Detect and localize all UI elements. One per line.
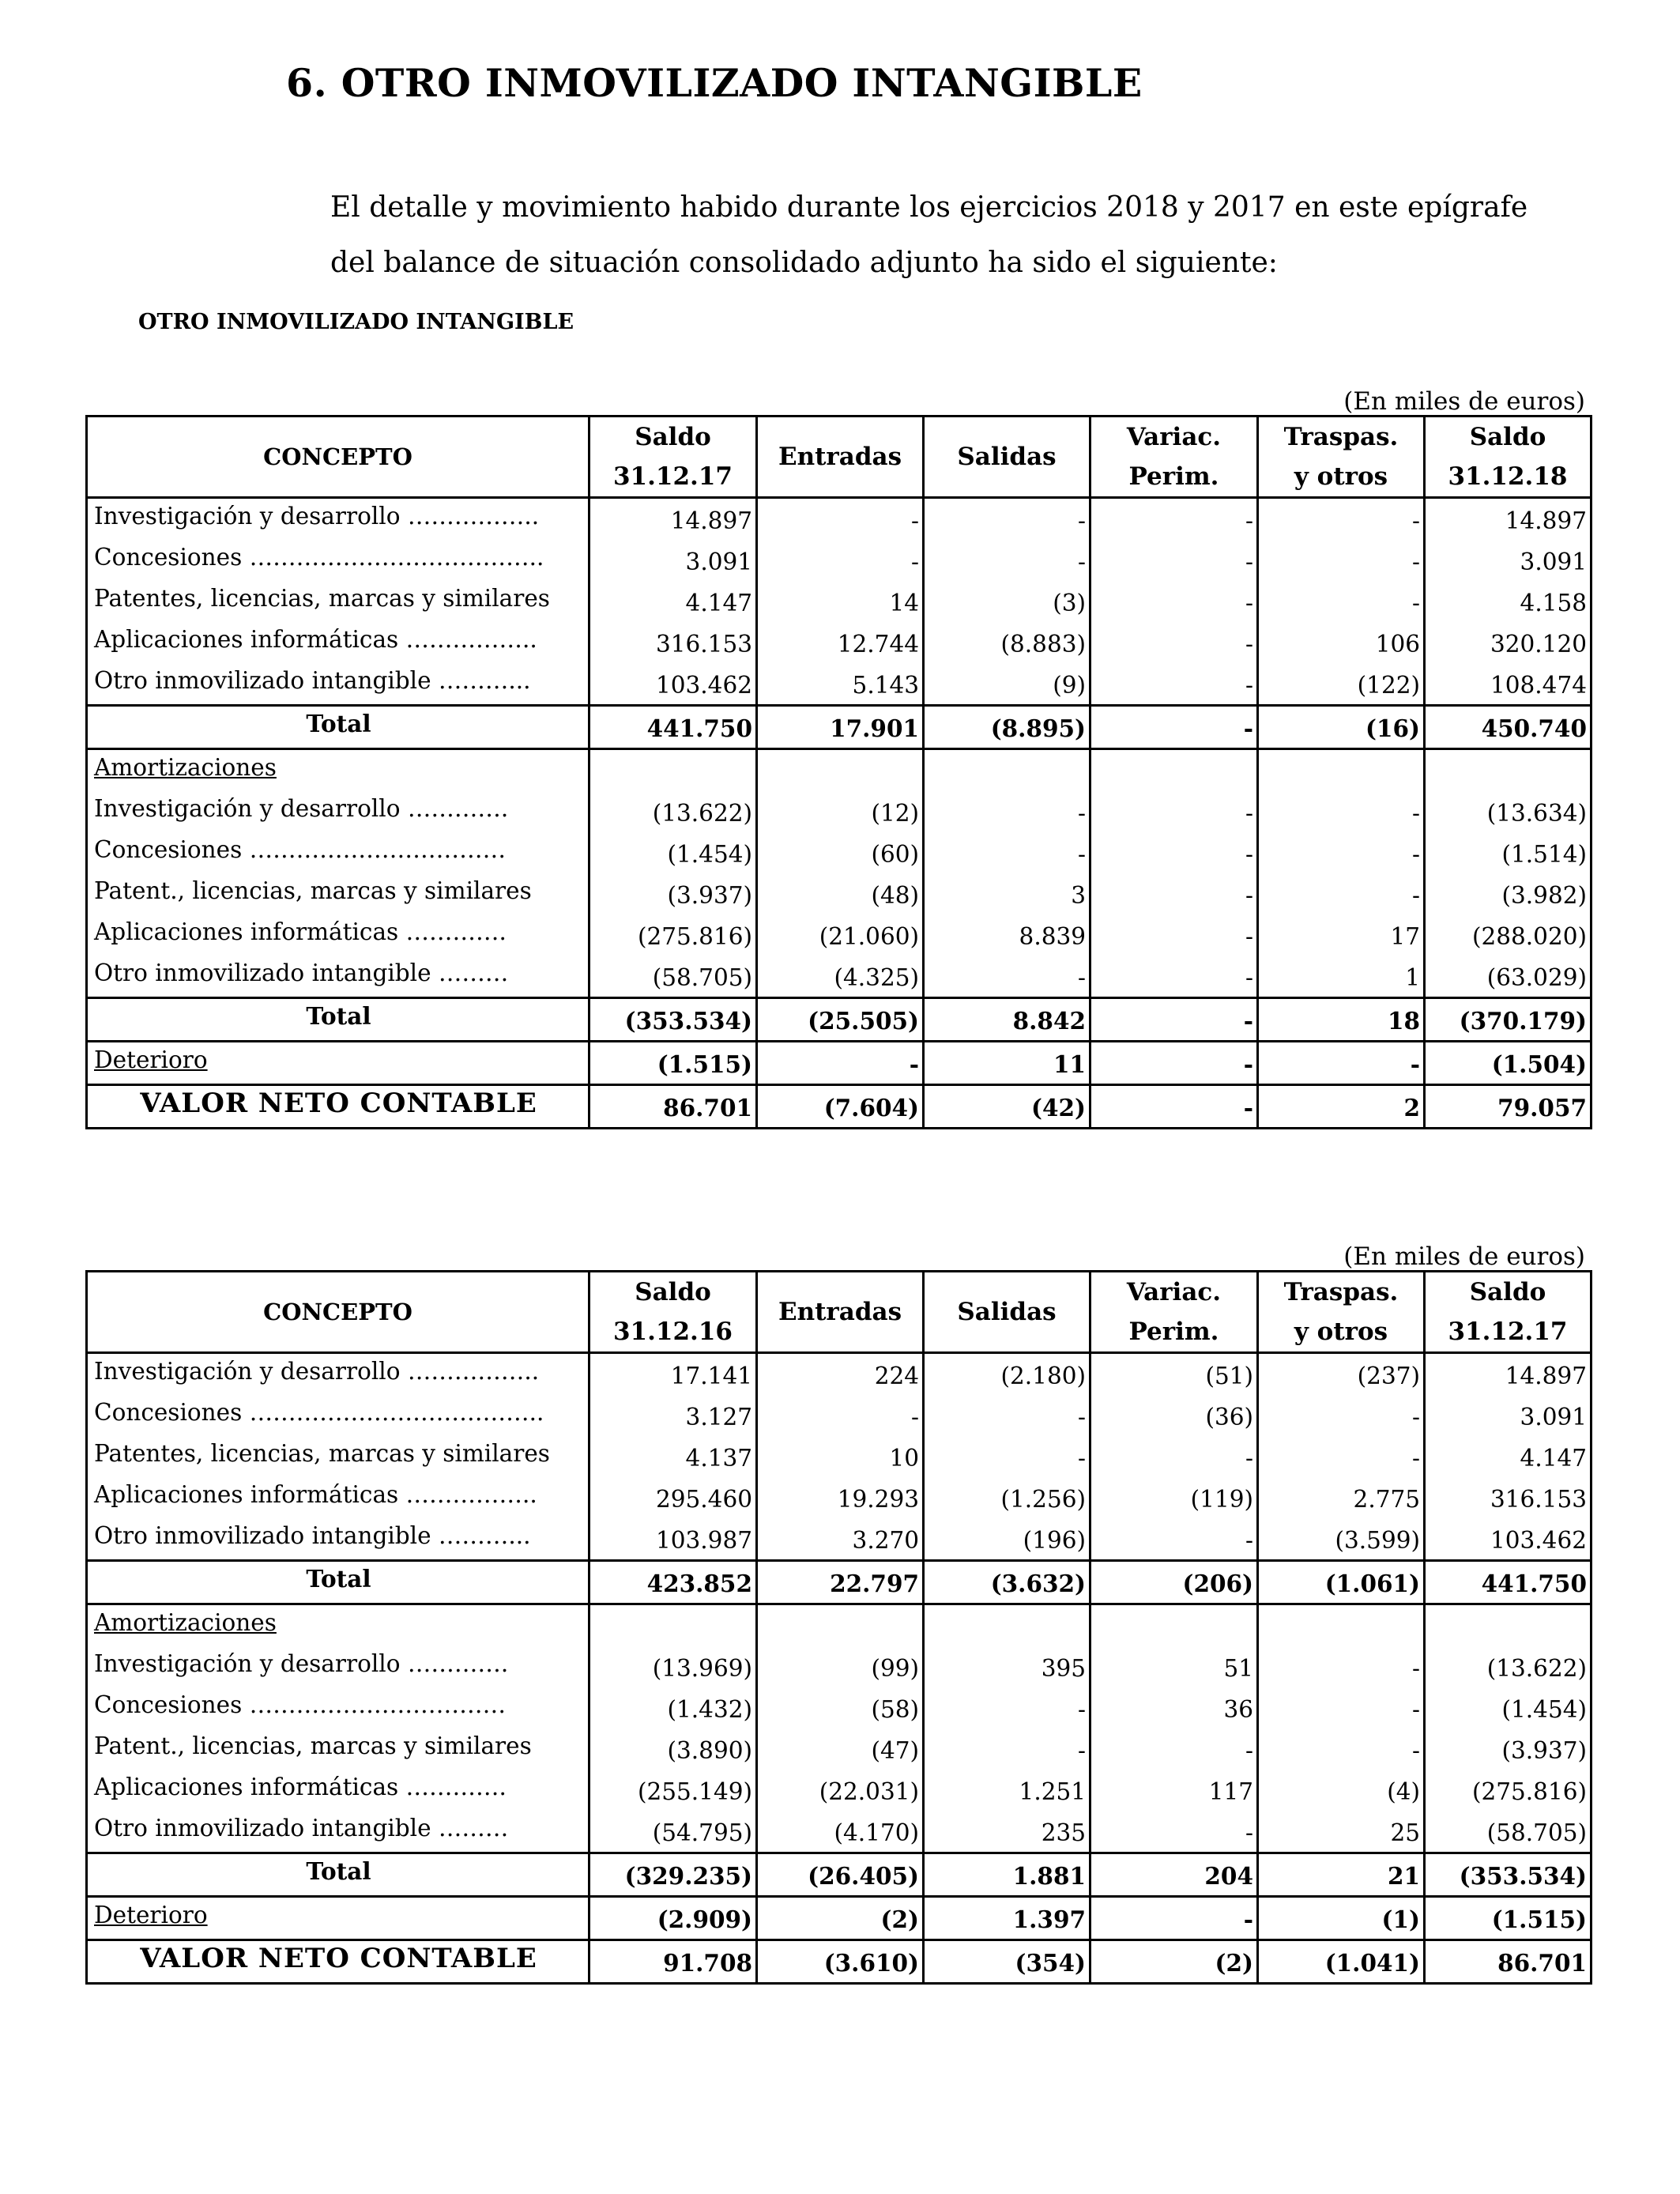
cell-value: - [924, 956, 1090, 998]
cell-value: 14.897 [590, 498, 757, 541]
cell-value: 14 [757, 581, 924, 622]
cell-value: 423.852 [590, 1561, 757, 1604]
cell-value: 103.462 [590, 663, 757, 706]
row-label: Total [87, 1561, 590, 1604]
cell-value: 295.460 [590, 1477, 757, 1518]
cell-value: - [1258, 791, 1425, 832]
cell-value: (3.599) [1258, 1518, 1425, 1561]
cell-value: (1.515) [590, 1042, 757, 1085]
table-row [87, 1518, 1591, 1561]
row-label: Total [87, 998, 590, 1042]
cell-value: - [1090, 998, 1258, 1042]
cell-value: 86.701 [1425, 1940, 1591, 1984]
row-label: Aplicaciones informáticas …………….. [87, 622, 590, 663]
cell-value: 91.708 [590, 1940, 757, 1984]
cell-value: 36 [1090, 1687, 1258, 1728]
table-row [87, 873, 1591, 914]
cell-value: - [1090, 914, 1258, 956]
cell-value: - [1090, 706, 1258, 749]
cell-value: 108.474 [1425, 663, 1591, 706]
cell-value: 8.839 [924, 914, 1090, 956]
cell-value: 4.147 [590, 581, 757, 622]
cell-value: - [924, 1687, 1090, 1728]
table-row [87, 1811, 1591, 1853]
header-saldo-final: Saldo 31.12.18 [1425, 417, 1591, 498]
row-label: Aplicaciones informáticas …………. [87, 914, 590, 956]
cell-value [924, 749, 1090, 792]
cell-value: (3.982) [1425, 873, 1591, 914]
cell-value: (3) [924, 581, 1090, 622]
header-entradas: Entradas [757, 417, 924, 498]
row-label: Amortizaciones [87, 749, 590, 792]
cell-value [924, 1604, 1090, 1647]
cell-value: 441.750 [1425, 1561, 1591, 1604]
cell-value: 3 [924, 873, 1090, 914]
cell-value: - [1090, 1085, 1258, 1129]
cell-value: 4.137 [590, 1436, 757, 1477]
cell-value: 2 [1258, 1085, 1425, 1129]
cell-value: (1.061) [1258, 1561, 1425, 1604]
cell-value: 14.897 [1425, 1353, 1591, 1396]
cell-value: 19.293 [757, 1477, 924, 1518]
table-row-total [87, 998, 1591, 1042]
row-label: Investigación y desarrollo …………….. [87, 1353, 590, 1396]
table-row [87, 1436, 1591, 1477]
cell-value: - [924, 1436, 1090, 1477]
cell-value: - [757, 498, 924, 541]
cell-value: 3.127 [590, 1395, 757, 1436]
row-label: Total [87, 1853, 590, 1897]
cell-value [1258, 1604, 1425, 1647]
cell-value: - [924, 1395, 1090, 1436]
cell-value: (3.610) [757, 1940, 924, 1984]
cell-value [1090, 1604, 1258, 1647]
cell-value: - [1090, 498, 1258, 541]
row-label: Patent., licencias, marcas y similares [87, 873, 590, 914]
cell-value: 204 [1090, 1853, 1258, 1897]
cell-value [757, 1604, 924, 1647]
header-saldo-inicial: Saldo 31.12.17 [590, 417, 757, 498]
cell-value: - [924, 540, 1090, 581]
table-row [87, 663, 1591, 706]
table-row [87, 1646, 1591, 1687]
table-row [87, 1770, 1591, 1811]
row-label: Investigación y desarrollo …………….. [87, 498, 590, 541]
cell-value: - [1090, 1436, 1258, 1477]
cell-value: 17.141 [590, 1353, 757, 1396]
header-concepto: CONCEPTO [87, 1272, 590, 1353]
cell-value: (63.029) [1425, 956, 1591, 998]
cell-value: (3.937) [590, 873, 757, 914]
cell-value: - [1258, 498, 1425, 541]
cell-value: (47) [757, 1728, 924, 1770]
cell-value: (329.235) [590, 1853, 757, 1897]
cell-value: - [1258, 540, 1425, 581]
header-salidas: Salidas [924, 1272, 1090, 1353]
cell-value: (4) [1258, 1770, 1425, 1811]
cell-value: (3.890) [590, 1728, 757, 1770]
cell-value: (21.060) [757, 914, 924, 956]
cell-value: (3.937) [1425, 1728, 1591, 1770]
cell-value: 103.987 [590, 1518, 757, 1561]
cell-value: (22.031) [757, 1770, 924, 1811]
row-label: Patentes, licencias, marcas y similares [87, 581, 590, 622]
movement-table-2018 [85, 415, 1592, 1129]
cell-value: (42) [924, 1085, 1090, 1129]
cell-value [757, 749, 924, 792]
cell-value: (288.020) [1425, 914, 1591, 956]
cell-value: - [924, 832, 1090, 873]
cell-value: 21 [1258, 1853, 1425, 1897]
cell-value: 320.120 [1425, 622, 1591, 663]
cell-value: (1.515) [1425, 1897, 1591, 1940]
table-row [87, 498, 1591, 541]
cell-value: 4.147 [1425, 1436, 1591, 1477]
table-row [87, 581, 1591, 622]
cell-value: (8.883) [924, 622, 1090, 663]
cell-value: (48) [757, 873, 924, 914]
row-label: Concesiones ……………………………….. [87, 540, 590, 581]
cell-value: - [1090, 1518, 1258, 1561]
cell-value: - [1258, 873, 1425, 914]
cell-value: (1.432) [590, 1687, 757, 1728]
cell-value: 17 [1258, 914, 1425, 956]
table-header-row [87, 1272, 1591, 1353]
cell-value: (13.622) [590, 791, 757, 832]
header-traspasos: Traspas. y otros [1258, 417, 1425, 498]
table-row-net [87, 1085, 1591, 1129]
cell-value: (353.534) [1425, 1853, 1591, 1897]
cell-value: - [1258, 1436, 1425, 1477]
cell-value: 79.057 [1425, 1085, 1591, 1129]
row-label: Investigación y desarrollo …………. [87, 791, 590, 832]
cell-value: (36) [1090, 1395, 1258, 1436]
table-row-det [87, 1897, 1591, 1940]
cell-value: 18 [1258, 998, 1425, 1042]
cell-value: (2) [757, 1897, 924, 1940]
table-row-total [87, 1853, 1591, 1897]
cell-value: 1.881 [924, 1853, 1090, 1897]
cell-value: (4.325) [757, 956, 924, 998]
row-label: Concesiones …………………………… [87, 832, 590, 873]
cell-value: 117 [1090, 1770, 1258, 1811]
cell-value: (58.705) [590, 956, 757, 998]
cell-value: - [757, 1395, 924, 1436]
cell-value: (2.909) [590, 1897, 757, 1940]
section-subtitle: OTRO INMOVILIZADO INTANGIBLE [138, 310, 574, 334]
cell-value: - [1258, 1042, 1425, 1085]
header-entradas: Entradas [757, 1272, 924, 1353]
table-row-det [87, 1042, 1591, 1085]
cell-value: 4.158 [1425, 581, 1591, 622]
row-label: Deterioro [87, 1042, 590, 1085]
intro-text-line-2: del balance de situación consolidado adjunto ha sido el siguiente: [330, 247, 1278, 279]
cell-value: 316.153 [590, 622, 757, 663]
cell-value: (12) [757, 791, 924, 832]
row-label: Patentes, licencias, marcas y similares [87, 1436, 590, 1477]
table-header-row [87, 417, 1591, 498]
cell-value: (60) [757, 832, 924, 873]
cell-value: - [924, 791, 1090, 832]
row-label: Otro inmovilizado intangible ……… [87, 956, 590, 998]
row-label: Concesiones …………………………… [87, 1687, 590, 1728]
cell-value: - [1258, 1646, 1425, 1687]
cell-value: - [924, 498, 1090, 541]
cell-value: (353.534) [590, 998, 757, 1042]
table-row-total [87, 1561, 1591, 1604]
cell-value [590, 749, 757, 792]
cell-value: - [1090, 873, 1258, 914]
cell-value: (51) [1090, 1353, 1258, 1396]
cell-value: 450.740 [1425, 706, 1591, 749]
table-row [87, 1687, 1591, 1728]
cell-value: (99) [757, 1646, 924, 1687]
cell-value: 14.897 [1425, 498, 1591, 541]
table-row [87, 791, 1591, 832]
cell-value: (196) [924, 1518, 1090, 1561]
cell-value: (275.816) [1425, 1770, 1591, 1811]
cell-value: - [1090, 540, 1258, 581]
cell-value: - [1258, 832, 1425, 873]
header-traspasos: Traspas. y otros [1258, 1272, 1425, 1353]
cell-value: - [1090, 1728, 1258, 1770]
cell-value: 8.842 [924, 998, 1090, 1042]
header-variac-perim: Variac. Perim. [1090, 417, 1258, 498]
row-label: VALOR NETO CONTABLE [87, 1940, 590, 1984]
cell-value: (25.505) [757, 998, 924, 1042]
row-label: VALOR NETO CONTABLE [87, 1085, 590, 1129]
cell-value: 51 [1090, 1646, 1258, 1687]
table-row-net [87, 1940, 1591, 1984]
cell-value: 235 [924, 1811, 1090, 1853]
cell-value: 106 [1258, 622, 1425, 663]
cell-value: - [757, 1042, 924, 1085]
cell-value: (1.454) [1425, 1687, 1591, 1728]
table-row [87, 956, 1591, 998]
cell-value: (58) [757, 1687, 924, 1728]
cell-value: 224 [757, 1353, 924, 1396]
table-row-total [87, 706, 1591, 749]
page-title: 6. OTRO INMOVILIZADO INTANGIBLE [286, 60, 1143, 106]
row-label: Deterioro [87, 1897, 590, 1940]
cell-value: 395 [924, 1646, 1090, 1687]
header-concepto: CONCEPTO [87, 417, 590, 498]
header-variac-perim: Variac. Perim. [1090, 1272, 1258, 1353]
cell-value: (122) [1258, 663, 1425, 706]
cell-value: (2.180) [924, 1353, 1090, 1396]
table-row [87, 832, 1591, 873]
row-label: Concesiones ……………………………….. [87, 1395, 590, 1436]
cell-value [590, 1604, 757, 1647]
row-label: Aplicaciones informáticas …………….. [87, 1477, 590, 1518]
cell-value: (4.170) [757, 1811, 924, 1853]
cell-value: (1.256) [924, 1477, 1090, 1518]
cell-value: (2) [1090, 1940, 1258, 1984]
cell-value: 103.462 [1425, 1518, 1591, 1561]
cell-value [1425, 1604, 1591, 1647]
cell-value: - [1090, 956, 1258, 998]
cell-value: 11 [924, 1042, 1090, 1085]
cell-value: 12.744 [757, 622, 924, 663]
cell-value [1090, 749, 1258, 792]
cell-value: (54.795) [590, 1811, 757, 1853]
cell-value: - [1090, 1042, 1258, 1085]
table-row [87, 914, 1591, 956]
table-row [87, 540, 1591, 581]
cell-value: 5.143 [757, 663, 924, 706]
cell-value: - [757, 540, 924, 581]
cell-value: (1.504) [1425, 1042, 1591, 1085]
cell-value: - [924, 1728, 1090, 1770]
cell-value: (3.632) [924, 1561, 1090, 1604]
row-label: Total [87, 706, 590, 749]
cell-value: (1.454) [590, 832, 757, 873]
table-row [87, 1477, 1591, 1518]
cell-value: 3.091 [1425, 540, 1591, 581]
cell-value: (206) [1090, 1561, 1258, 1604]
cell-value: 2.775 [1258, 1477, 1425, 1518]
cell-value: (13.969) [590, 1646, 757, 1687]
cell-value: (13.622) [1425, 1646, 1591, 1687]
cell-value: (255.149) [590, 1770, 757, 1811]
cell-value: (58.705) [1425, 1811, 1591, 1853]
cell-value: (13.634) [1425, 791, 1591, 832]
cell-value: - [1258, 1728, 1425, 1770]
table-row [87, 622, 1591, 663]
table-row [87, 1353, 1591, 1396]
header-saldo-inicial: Saldo 31.12.16 [590, 1272, 757, 1353]
cell-value: (1.514) [1425, 832, 1591, 873]
units-note-2017: (En miles de euros) [1343, 1242, 1585, 1271]
row-label: Amortizaciones [87, 1604, 590, 1647]
cell-value: - [1090, 832, 1258, 873]
units-note-2018: (En miles de euros) [1343, 387, 1585, 416]
cell-value [1258, 749, 1425, 792]
row-label: Otro inmovilizado intangible ………... [87, 663, 590, 706]
cell-value: (1) [1258, 1897, 1425, 1940]
header-salidas: Salidas [924, 417, 1090, 498]
cell-value: 3.270 [757, 1518, 924, 1561]
cell-value: (7.604) [757, 1085, 924, 1129]
cell-value: (1.041) [1258, 1940, 1425, 1984]
cell-value: 1.251 [924, 1770, 1090, 1811]
row-label: Investigación y desarrollo …………. [87, 1646, 590, 1687]
cell-value: - [1090, 1811, 1258, 1853]
cell-value: (9) [924, 663, 1090, 706]
cell-value: (119) [1090, 1477, 1258, 1518]
cell-value: (354) [924, 1940, 1090, 1984]
row-label: Patent., licencias, marcas y similares [87, 1728, 590, 1770]
cell-value: 441.750 [590, 706, 757, 749]
cell-value: 17.901 [757, 706, 924, 749]
cell-value: 86.701 [590, 1085, 757, 1129]
cell-value: 3.091 [590, 540, 757, 581]
row-label: Otro inmovilizado intangible ……… [87, 1811, 590, 1853]
cell-value: (237) [1258, 1353, 1425, 1396]
cell-value: 22.797 [757, 1561, 924, 1604]
table-row-sec [87, 1604, 1591, 1647]
cell-value: - [1090, 663, 1258, 706]
table-row [87, 1395, 1591, 1436]
movement-table-2017 [85, 1270, 1592, 1985]
cell-value: (370.179) [1425, 998, 1591, 1042]
cell-value: - [1090, 581, 1258, 622]
cell-value: (275.816) [590, 914, 757, 956]
cell-value: - [1258, 1395, 1425, 1436]
cell-value: - [1258, 581, 1425, 622]
cell-value: - [1258, 1687, 1425, 1728]
intro-text-line-1: El detalle y movimiento habido durante los ejercicios 2018 y 2017 en este epígrafe [330, 191, 1528, 224]
cell-value [1425, 749, 1591, 792]
cell-value: 1.397 [924, 1897, 1090, 1940]
header-saldo-final: Saldo 31.12.17 [1425, 1272, 1591, 1353]
cell-value: - [1090, 1897, 1258, 1940]
row-label: Aplicaciones informáticas …………. [87, 1770, 590, 1811]
cell-value: 1 [1258, 956, 1425, 998]
cell-value: 10 [757, 1436, 924, 1477]
cell-value: 25 [1258, 1811, 1425, 1853]
table-row-sec [87, 749, 1591, 792]
row-label: Otro inmovilizado intangible ………... [87, 1518, 590, 1561]
cell-value: - [1090, 791, 1258, 832]
cell-value: 3.091 [1425, 1395, 1591, 1436]
cell-value: (26.405) [757, 1853, 924, 1897]
cell-value: 316.153 [1425, 1477, 1591, 1518]
cell-value: (16) [1258, 706, 1425, 749]
cell-value: - [1090, 622, 1258, 663]
cell-value: (8.895) [924, 706, 1090, 749]
table-row [87, 1728, 1591, 1770]
